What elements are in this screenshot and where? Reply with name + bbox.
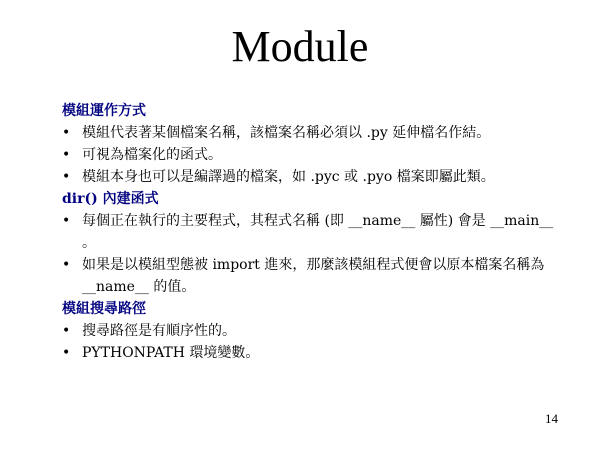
section-heading: 模組運作方式 — [62, 103, 146, 119]
bullet-icon: • — [62, 147, 71, 163]
bullet-icon: • — [62, 345, 71, 361]
bullet-item — [62, 320, 562, 342]
bullet-item — [62, 342, 562, 364]
bullet-icon: • — [62, 213, 71, 229]
bullet-icon: • — [62, 257, 71, 273]
bullet-icon: • — [62, 125, 71, 141]
bullet-item — [62, 254, 562, 298]
bullet-text: 搜尋路徑是有順序性的。 — [82, 323, 236, 339]
section-heading: dir() 內建函式 — [62, 191, 159, 207]
bullet-text: 模組本身也可以是編譯過的檔案，如 .pyc 或 .pyo 檔案即屬此類。 — [82, 169, 495, 185]
bullet-text: 如果是以模組型態被 import 進來，那麼該模組程式便會以原本檔案名稱為 __name__ 的值。 — [82, 257, 545, 295]
bullet-item — [62, 144, 562, 166]
bullet-text: 模組代表著某個檔案名稱，該檔案名稱必須以 .py 延伸檔名作結。 — [82, 125, 491, 141]
bullet-icon: • — [62, 169, 71, 185]
section-heading: 模組搜尋路徑 — [62, 301, 146, 317]
slide-title: Module — [231, 22, 369, 71]
bullet-item — [62, 166, 562, 188]
bullet-text: 可視為檔案化的函式。 — [82, 147, 222, 163]
bullet-text: 每個正在執行的主要程式，其程式名稱 (即 __name__ 屬性) 會是 __main__ 。 — [82, 213, 554, 251]
slide-content — [62, 100, 562, 364]
bullet-item — [62, 122, 562, 144]
bullet-item — [62, 210, 562, 254]
bullet-icon: • — [62, 323, 71, 339]
page-number: 14 — [545, 411, 558, 426]
bullet-text: PYTHONPATH 環境變數。 — [82, 345, 260, 361]
